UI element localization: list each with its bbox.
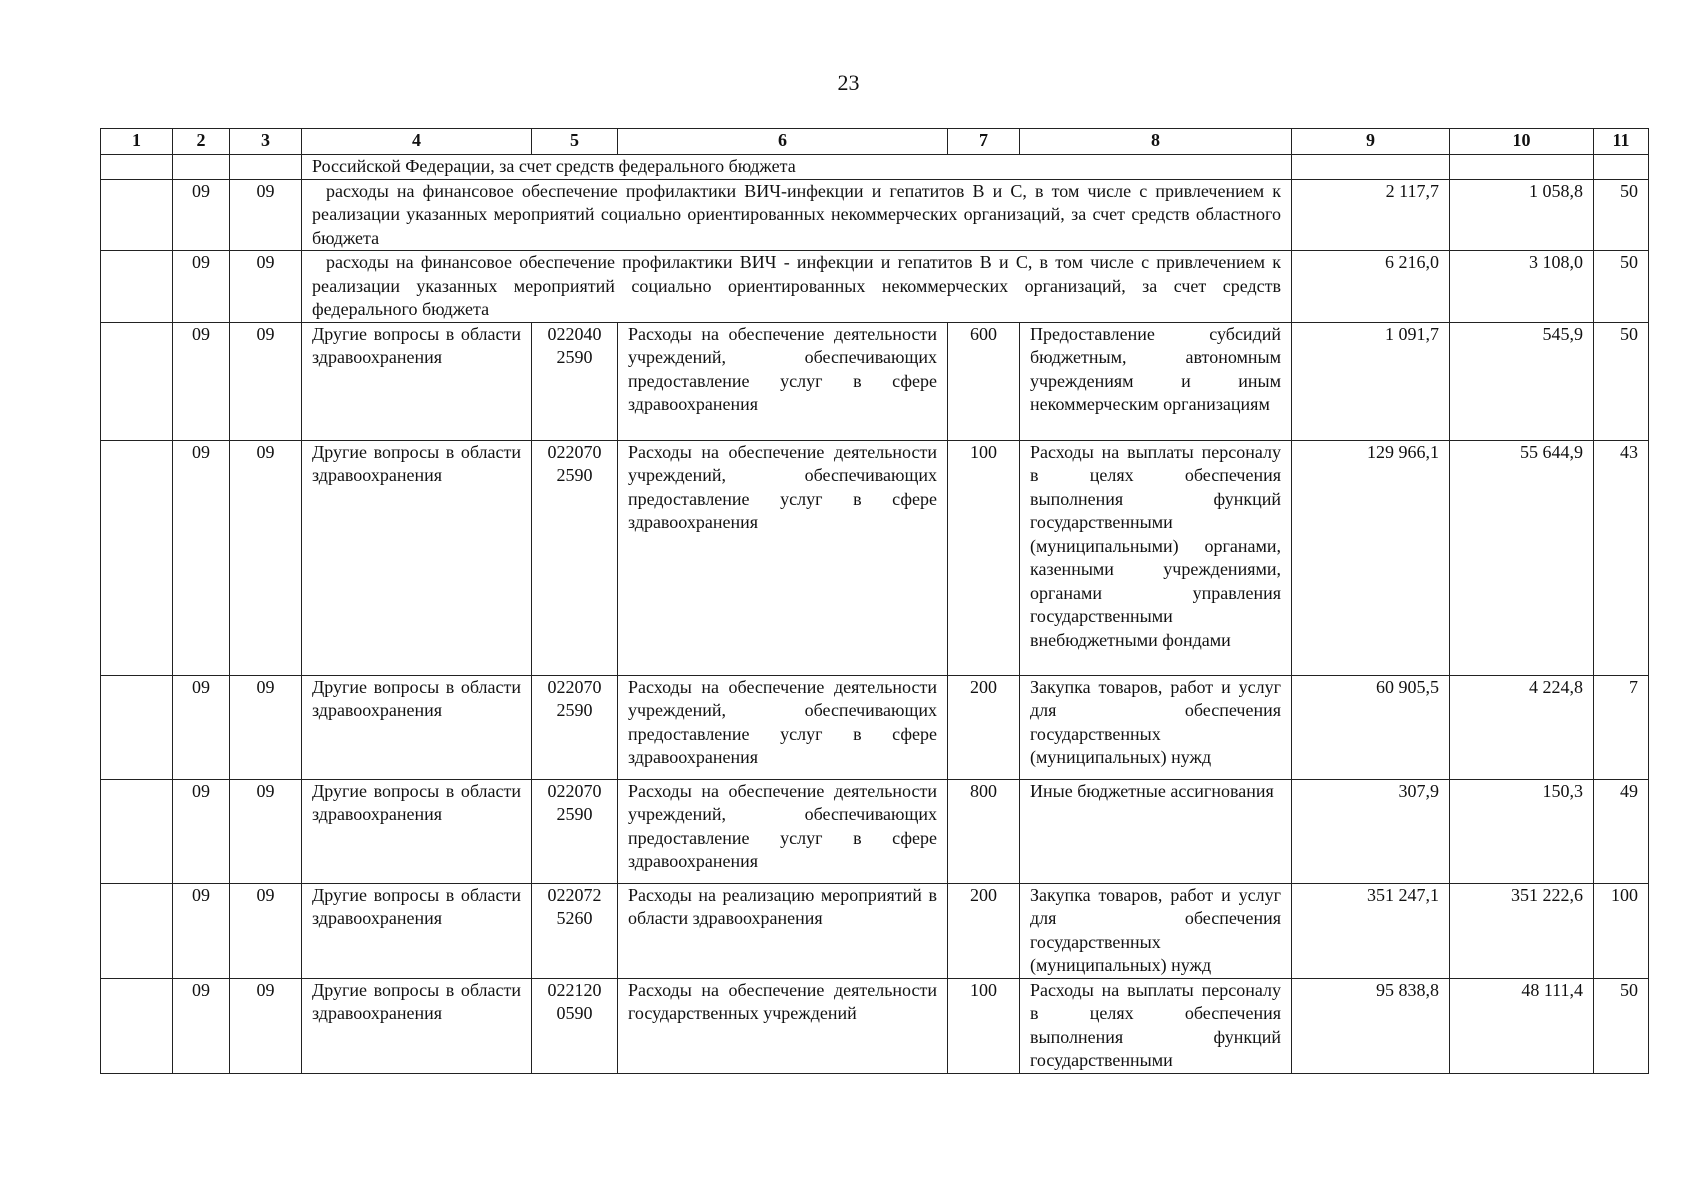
execution-percent: 50 xyxy=(1594,251,1649,323)
amount-executed: 351 222,6 xyxy=(1450,883,1594,978)
amount-executed: 545,9 xyxy=(1450,322,1594,440)
section-name: Другие вопросы в области здравоохранения xyxy=(302,322,532,440)
amount-executed: 150,3 xyxy=(1450,779,1594,883)
subsection-code: 09 xyxy=(230,440,302,675)
header-cell: 9 xyxy=(1292,129,1450,155)
section-code: 09 xyxy=(173,779,230,883)
section-code: 09 xyxy=(173,322,230,440)
expense-name: Расходы на обеспечение деятельности учреждений, обеспечивающих предоставление услуг в сфере здравоохранения xyxy=(618,779,948,883)
section-code: 09 xyxy=(173,883,230,978)
expense-type-code: 200 xyxy=(948,675,1020,779)
expense-type-code: 100 xyxy=(948,440,1020,675)
expense-name: Расходы на обеспечение деятельности учреждений, обеспечивающих предоставление услуг в сфере здравоохранения xyxy=(618,675,948,779)
expense-type-name: Предоставление субсидий бюджетным, автономным учреждениям и иным некоммерческим организациям xyxy=(1020,322,1292,440)
amount-executed: 48 111,4 xyxy=(1450,978,1594,1073)
expense-name: Расходы на реализацию мероприятий в области здравоохранения xyxy=(618,883,948,978)
section-code: 09 xyxy=(173,440,230,675)
table-row xyxy=(101,675,1649,779)
expense-type-name: Иные бюджетные ассигнования xyxy=(1020,779,1292,883)
expense-description: расходы на финансовое обеспечение профилактики ВИЧ - инфекции и гепатитов В и С, в том числе с привлечением к реализации указанных мероприятий социально ориентированных некоммерческих организаций, за счет средств федерального бюджета xyxy=(302,251,1292,323)
subsection-code: 09 xyxy=(230,779,302,883)
execution-percent: 100 xyxy=(1594,883,1649,978)
section-name: Другие вопросы в области здравоохранения xyxy=(302,779,532,883)
table-row xyxy=(101,179,1649,251)
subsection-code: 09 xyxy=(230,251,302,323)
subsection-code: 09 xyxy=(230,978,302,1073)
page-number: 23 xyxy=(837,70,860,95)
amount-planned: 95 838,8 xyxy=(1292,978,1450,1073)
execution-percent: 49 xyxy=(1594,779,1649,883)
expense-name: Расходы на обеспечение деятельности государственных учреждений xyxy=(618,978,948,1073)
table-row xyxy=(101,779,1649,883)
expense-type-name: Расходы на выплаты персоналу в целях обеспечения выполнения функций государственными xyxy=(1020,978,1292,1073)
target-code: 022072 5260 xyxy=(532,883,618,978)
expense-type-code: 600 xyxy=(948,322,1020,440)
amount-executed: 3 108,0 xyxy=(1450,251,1594,323)
expense-type-code: 800 xyxy=(948,779,1020,883)
expense-type-name: Закупка товаров, работ и услуг для обеспечения государственных (муниципальных) нужд xyxy=(1020,883,1292,978)
amount-planned: 351 247,1 xyxy=(1292,883,1450,978)
column-number-header xyxy=(101,129,1649,155)
execution-percent: 50 xyxy=(1594,322,1649,440)
table-row xyxy=(101,978,1649,1073)
section-code: 09 xyxy=(173,675,230,779)
section-code: 09 xyxy=(173,179,230,251)
budget-table xyxy=(100,128,1649,1074)
continuation-row xyxy=(101,155,1649,180)
execution-percent: 43 xyxy=(1594,440,1649,675)
target-code: 022070 2590 xyxy=(532,440,618,675)
amount-executed: 1 058,8 xyxy=(1450,179,1594,251)
section-code: 09 xyxy=(173,978,230,1073)
header-cell: 6 xyxy=(618,129,948,155)
expense-description: расходы на финансовое обеспечение профилактики ВИЧ-инфекции и гепатитов В и С, в том числе с привлечением к реализации указанных мероприятий социально ориентированных некоммерческих организаций, за счет средств областного бюджета xyxy=(302,179,1292,251)
continuation-text: Российской Федерации, за счет средств федерального бюджета xyxy=(302,155,1292,180)
expense-type-code: 200 xyxy=(948,883,1020,978)
target-code: 022070 2590 xyxy=(532,779,618,883)
header-cell: 3 xyxy=(230,129,302,155)
header-cell: 8 xyxy=(1020,129,1292,155)
table-row xyxy=(101,440,1649,675)
amount-planned: 60 905,5 xyxy=(1292,675,1450,779)
expense-type-code: 100 xyxy=(948,978,1020,1073)
header-cell: 2 xyxy=(173,129,230,155)
header-cell: 1 xyxy=(101,129,173,155)
target-code: 022040 2590 xyxy=(532,322,618,440)
execution-percent: 7 xyxy=(1594,675,1649,779)
table-row xyxy=(101,322,1649,440)
section-name: Другие вопросы в области здравоохранения xyxy=(302,440,532,675)
header-cell: 5 xyxy=(532,129,618,155)
amount-executed: 4 224,8 xyxy=(1450,675,1594,779)
amount-planned: 129 966,1 xyxy=(1292,440,1450,675)
target-code: 022120 0590 xyxy=(532,978,618,1073)
amount-planned: 1 091,7 xyxy=(1292,322,1450,440)
table-row xyxy=(101,883,1649,978)
section-code: 09 xyxy=(173,251,230,323)
amount-planned: 307,9 xyxy=(1292,779,1450,883)
expense-type-name: Закупка товаров, работ и услуг для обеспечения государственных (муниципальных) нужд xyxy=(1020,675,1292,779)
execution-percent: 50 xyxy=(1594,179,1649,251)
header-cell: 4 xyxy=(302,129,532,155)
amount-planned: 2 117,7 xyxy=(1292,179,1450,251)
header-cell: 11 xyxy=(1594,129,1649,155)
target-code: 022070 2590 xyxy=(532,675,618,779)
subsection-code: 09 xyxy=(230,322,302,440)
table-row xyxy=(101,251,1649,323)
expense-name: Расходы на обеспечение деятельности учреждений, обеспечивающих предоставление услуг в сфере здравоохранения xyxy=(618,322,948,440)
expense-type-name: Расходы на выплаты персоналу в целях обеспечения выполнения функций государственными (муниципальными) органами, казенными учреждениями, органами управления государственными внебюджетными фондами xyxy=(1020,440,1292,675)
header-cell: 10 xyxy=(1450,129,1594,155)
section-name: Другие вопросы в области здравоохранения xyxy=(302,978,532,1073)
subsection-code: 09 xyxy=(230,883,302,978)
header-cell: 7 xyxy=(948,129,1020,155)
subsection-code: 09 xyxy=(230,179,302,251)
execution-percent: 50 xyxy=(1594,978,1649,1073)
amount-executed: 55 644,9 xyxy=(1450,440,1594,675)
section-name: Другие вопросы в области здравоохранения xyxy=(302,675,532,779)
amount-planned: 6 216,0 xyxy=(1292,251,1450,323)
expense-name: Расходы на обеспечение деятельности учреждений, обеспечивающих предоставление услуг в сфере здравоохранения xyxy=(618,440,948,675)
subsection-code: 09 xyxy=(230,675,302,779)
section-name: Другие вопросы в области здравоохранения xyxy=(302,883,532,978)
